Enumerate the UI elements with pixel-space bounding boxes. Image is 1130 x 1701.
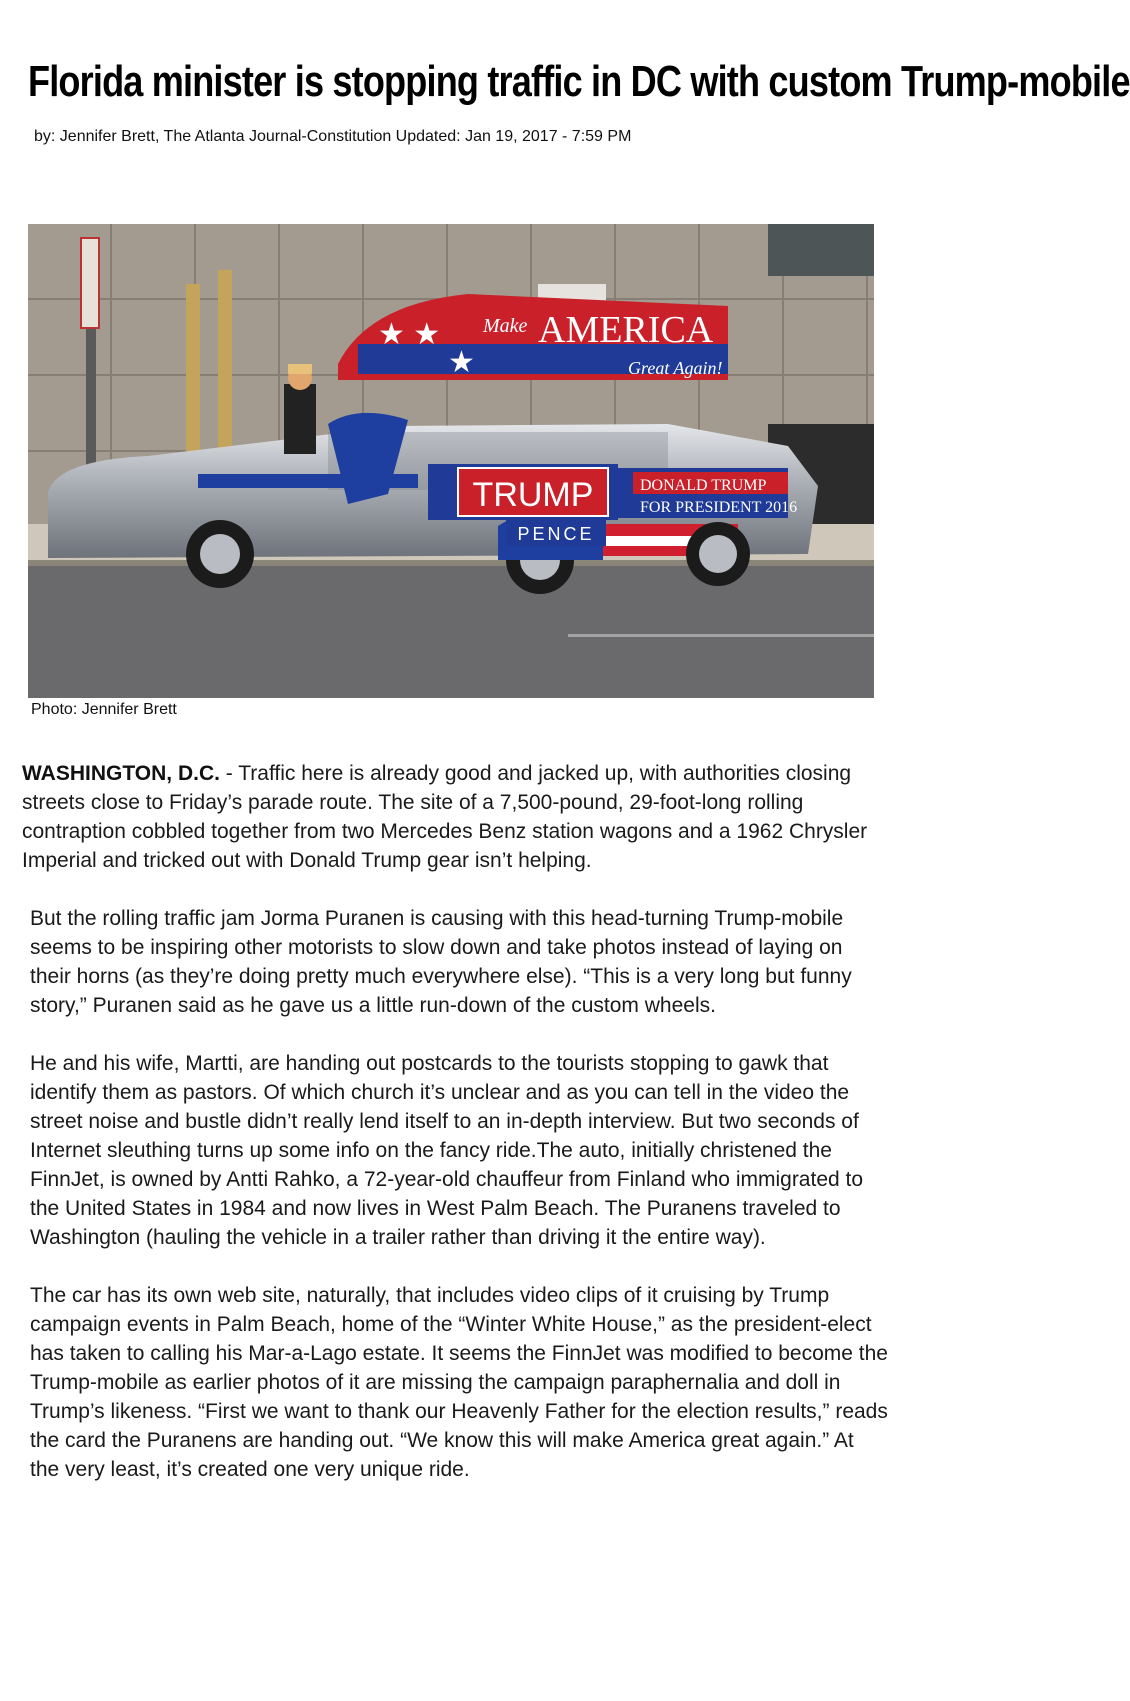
dateline: WASHINGTON, D.C. [22, 762, 220, 785]
paragraph-1 [22, 759, 888, 875]
byline: by: Jennifer Brett, The Atlanta Journal-Constitution Updated: Jan 19, 2017 - 7:59 PM [34, 128, 632, 145]
paragraph-4: The car has its own web site, naturally, that includes video clips of it cruising by Trump campaign events in Palm Beach, home of the “Winter White House,” as the president-elect has taken to calling his Mar-a-Lago estate. It seems the FinnJet was modified to become the Trump-mobile as earlier photos of it are missing the campaign paraphernalia and doll in Trump’s likeness. “First we want to thank our Heavenly Father for the election results,” reads the card the Puranens are handing out. “We know this will make America great again.” At the very least, it’s created one very unique ride. [30, 1284, 888, 1481]
paragraph-2: But the rolling traffic jam Jorma Puranen is causing with this head-turning Trump-mobile seems to be inspiring other motorists to slow down and take photos instead of laying on their horns (as they’re doing pretty much everywhere else). “This is a very long but funny story,” Puranen said as he gave us a little run-down of the custom wheels. [30, 907, 852, 1017]
photo-caption: Photo: Jennifer Brett [31, 701, 177, 718]
headline: Florida minister is stopping traffic in DC with custom Trump-mobile [28, 57, 1130, 106]
sign-great-again: Great Again! [628, 358, 723, 378]
article-body [22, 759, 888, 1513]
paragraph-3: He and his wife, Martti, are handing out postcards to the tourists stopping to gawk that identify them as pastors. Of which church it’s unclear and as you can tell in the video the street noise and bustle didn’t really lend itself to an in-depth interview. But two seconds of Internet sleuthing turns up some info on the fancy ride.The auto, initially christened the FinnJet, is owned by Antti Rahko, a 72-year-old chauffeur from Finland who immigrated to the United States in 1984 and now lives in West Palm Beach. The Puranens traveled to Washington (hauling the vehicle in a trailer rather than driving it the entire way). [30, 1052, 864, 1249]
sign-donald-trump: DONALD TRUMP [640, 477, 767, 494]
sign-make: Make [483, 315, 528, 337]
sign-for-president: FOR PRESIDENT 2016 [640, 499, 798, 516]
street [28, 564, 874, 698]
paragraph-1-text: - Traffic here is already good and jacked up, with authorities closing streets close to Friday’s parade route. The site of a 7,500-pound, 29-foot-long rolling contraption cobbled together from two Mercedes Benz station wagons and a 1962 Chrysler Imperial and tricked out with Donald Trump gear isn’t helping. [22, 762, 868, 872]
sign-america: AMERICA [538, 309, 714, 351]
svg-text:★: ★ [448, 346, 475, 379]
sign-pence: PENCE [517, 524, 595, 544]
sign-trump: TRUMP [472, 476, 594, 514]
svg-text:★ ★: ★ ★ [378, 318, 441, 351]
article-photo [28, 224, 874, 698]
